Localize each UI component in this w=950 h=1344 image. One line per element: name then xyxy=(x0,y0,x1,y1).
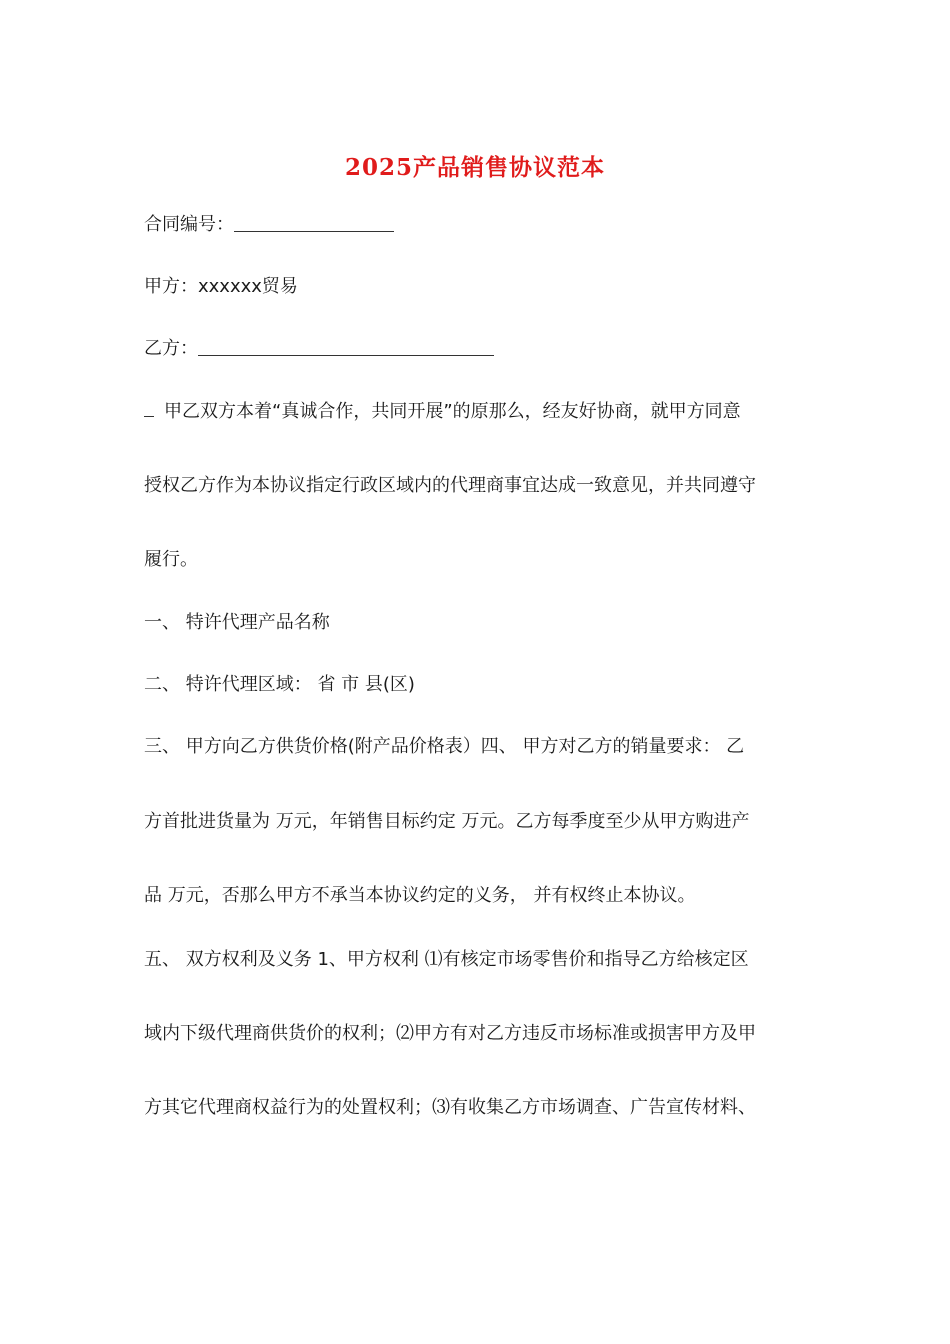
clause-5-line-2: 域内下级代理商供货价的权利；⑵甲方有对乙方违反市场标准或损害甲方及甲 xyxy=(144,1023,756,1044)
clause-5-line-3: 方其它代理商权益行为的处置权利；⑶有收集乙方市场调查、广告宣传材料、 xyxy=(144,1097,756,1118)
party-b-line xyxy=(144,335,810,363)
document-title: 2025产品销售协议范本 xyxy=(344,154,605,181)
party-a-label: 甲方： xyxy=(144,276,198,297)
party-b-label: 乙方： xyxy=(144,338,198,359)
contract-number-label: 合同编号： xyxy=(144,214,234,235)
intro-paragraph-line-2: 授权乙方作为本协议指定行政区域内的代理商事宜达成一致意见，并共同遵守 xyxy=(144,475,756,496)
contract-number-line xyxy=(144,211,810,239)
contract-number-blank xyxy=(234,213,394,232)
party-a-line xyxy=(144,273,810,301)
party-b-blank xyxy=(198,337,494,356)
intro-paragraph-line-3: 履行。 xyxy=(144,549,198,570)
clause-3-line-2: 方首批进货量为 万元，年销售目标约定 万元。乙方每季度至少从甲方购进产 xyxy=(144,811,750,832)
clause-2: 二、 特许代理区域： 省 市 县(区) xyxy=(144,674,415,695)
clause-3-line-1: 三、 甲方向乙方供货价格(附产品价格表）四、 甲方对乙方的销量要求： 乙 xyxy=(144,736,745,757)
clause-5-line-1: 五、 双方权利及义务 1、甲方权利 ⑴有核定市场零售价和指导乙方给核定区 xyxy=(144,949,749,970)
intro-paragraph-line-1 xyxy=(144,398,810,426)
clause-1: 一、 特许代理产品名称 xyxy=(144,612,330,633)
party-a-value: xxxxxx贸易 xyxy=(198,276,298,297)
intro-text-1: 甲乙双方本着“真诚合作，共同开展”的原那么，经友好协商，就甲方同意 xyxy=(164,401,741,422)
clause-3-line-3: 品 万元，否那么甲方不承当本协议约定的义务， 并有权终止本协议。 xyxy=(144,885,696,906)
indent-mark xyxy=(144,400,154,417)
